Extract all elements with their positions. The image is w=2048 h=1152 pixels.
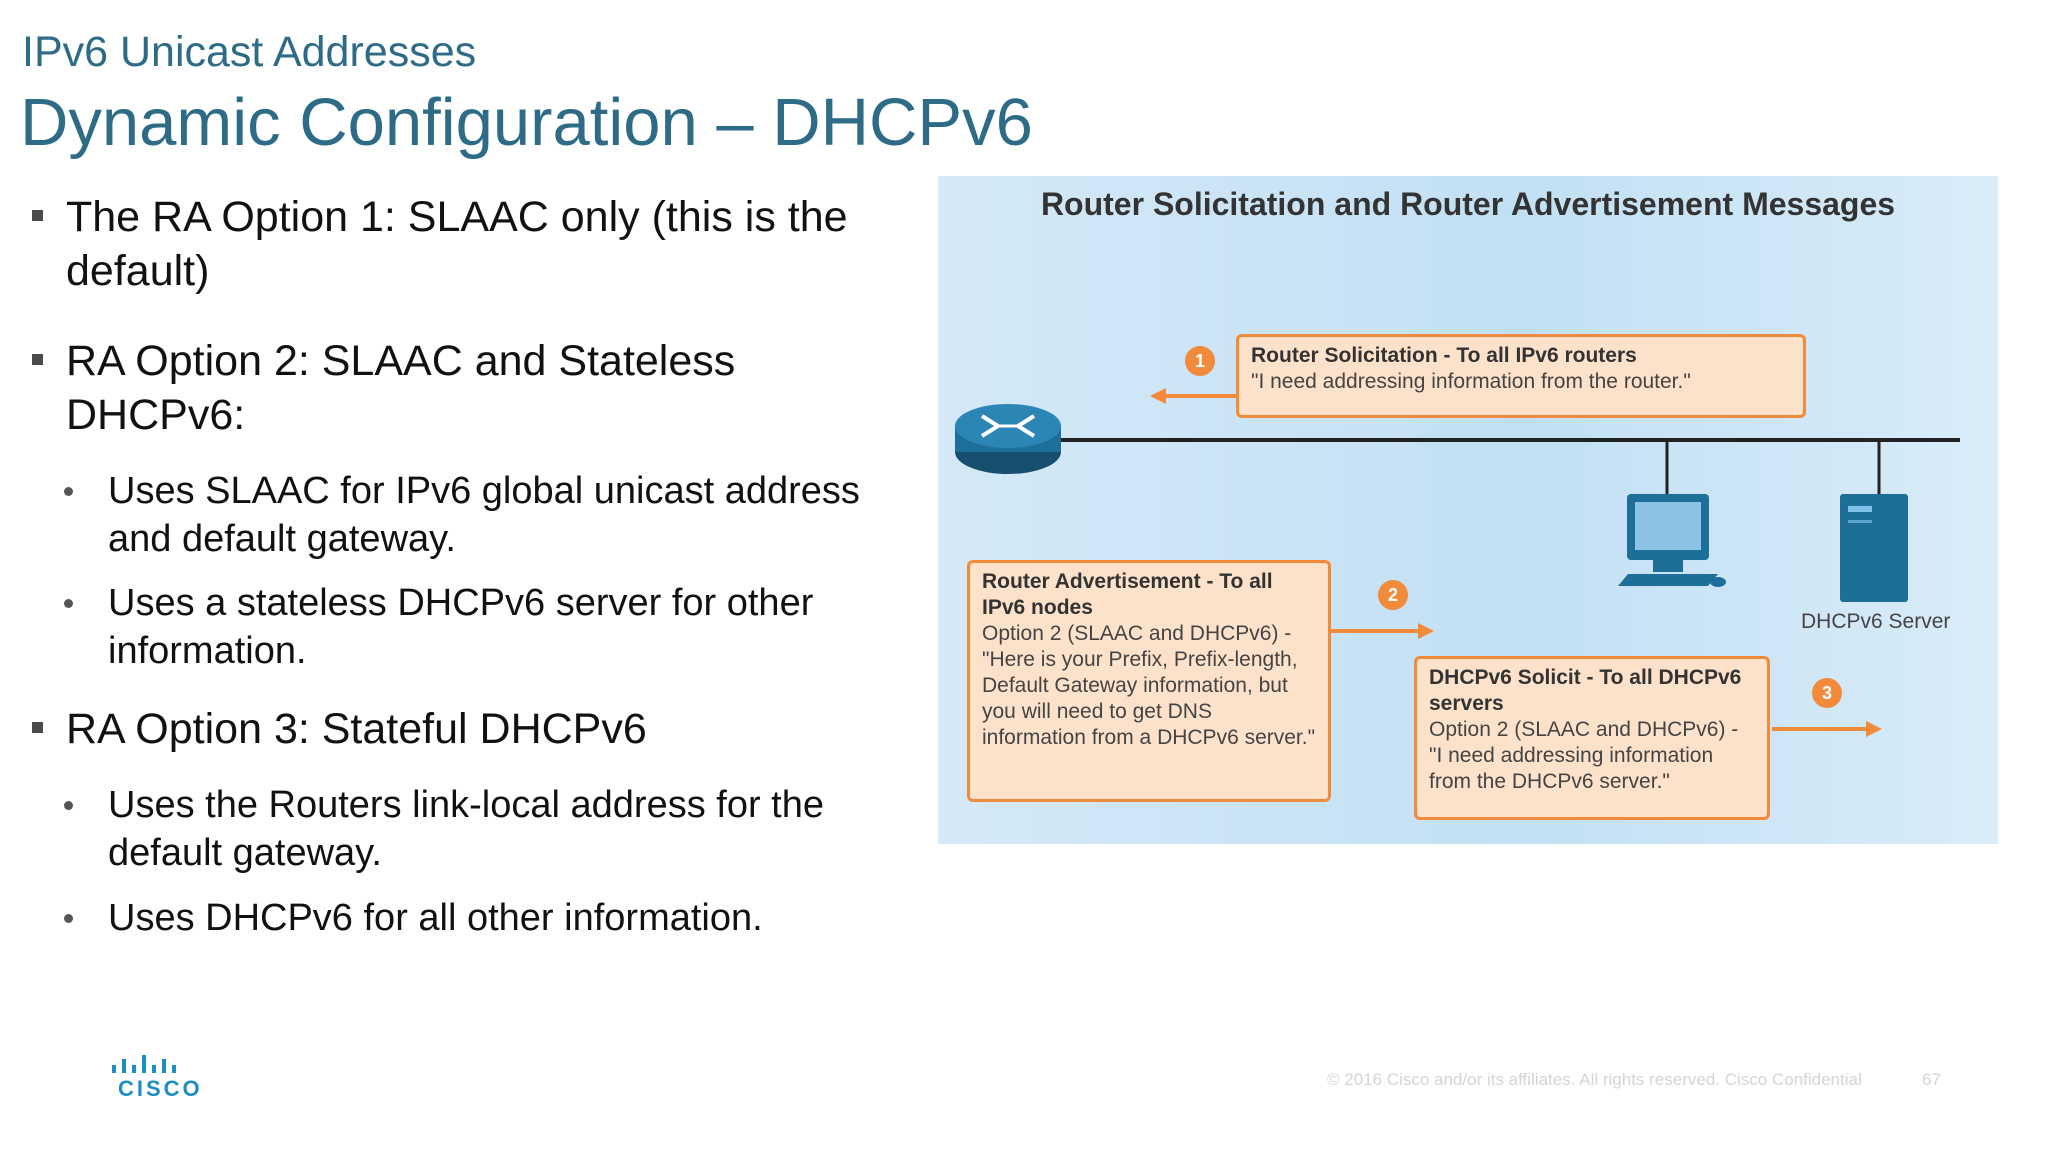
bullet-text: Uses a stateless DHCPv6 server for other information.	[108, 582, 814, 672]
bullet-text: Uses DHCPv6 for all other information.	[108, 897, 763, 939]
step-3-badge: 3	[1812, 678, 1842, 708]
arrow-3	[1772, 721, 1882, 737]
pc-icon	[1618, 494, 1726, 587]
sub-bullet-dhcpv6	[108, 894, 888, 942]
arrow-2	[1331, 623, 1434, 639]
step-2-badge: 2	[1378, 580, 1408, 610]
box-heading: DHCPv6 Solicit - To all DHCPv6 servers	[1429, 666, 1742, 715]
dhcpv6-solicit-box	[1414, 656, 1770, 820]
square-bullet-icon	[32, 722, 43, 733]
copyright-footer: © 2016 Cisco and/or its affiliates. All rights reserved. Cisco Confidential	[1327, 1070, 1862, 1089]
box-heading: Router Advertisement - To all IPv6 nodes	[982, 570, 1273, 619]
sub-bullet-link-local	[108, 781, 888, 877]
section-topic: IPv6 Unicast Addresses	[22, 28, 477, 76]
bullet-text: RA Option 3: Stateful DHCPv6	[66, 705, 647, 753]
router-icon	[955, 404, 1061, 474]
sub-bullet-slaac	[108, 467, 888, 563]
slide-title: Dynamic Configuration – DHCPv6	[20, 85, 1033, 160]
square-bullet-icon	[32, 210, 43, 221]
router-advertisement-box	[967, 560, 1331, 802]
page-number: 67	[1922, 1070, 1941, 1089]
step-1-badge: 1	[1185, 346, 1215, 376]
dot-bullet-icon	[64, 599, 73, 608]
box-body: "I need addressing information from the router."	[1251, 370, 1691, 393]
router-solicitation-box	[1236, 334, 1806, 418]
bullet-ra-option-3	[66, 702, 866, 756]
bullet-text: RA Option 2: SLAAC and Stateless DHCPv6:	[66, 337, 736, 439]
diagram-title: Router Solicitation and Router Advertisement Messages	[1040, 186, 1896, 222]
dot-bullet-icon	[64, 487, 73, 496]
arrow-1	[1150, 388, 1236, 404]
square-bullet-icon	[32, 354, 43, 365]
bullet-text: Uses the Routers link-local address for the default gateway.	[108, 784, 824, 874]
box-body: Option 2 (SLAAC and DHCPv6) - "Here is your Prefix, Prefix-length, Default Gateway information, but you will need to get DNS information from a DHCPv6 server."	[982, 622, 1316, 749]
bullet-ra-option-1	[66, 190, 866, 298]
dot-bullet-icon	[64, 801, 73, 810]
dot-bullet-icon	[64, 914, 73, 923]
bullet-text: Uses SLAAC for IPv6 global unicast address and default gateway.	[108, 470, 860, 560]
sub-bullet-stateless	[108, 579, 888, 675]
ra-diagram	[938, 176, 1998, 844]
box-heading: Router Solicitation - To all IPv6 routers	[1251, 344, 1637, 367]
bullet-ra-option-2	[66, 334, 866, 442]
box-body: Option 2 (SLAAC and DHCPv6) - "I need addressing information from the DHCPv6 server."	[1429, 718, 1739, 793]
server-icon	[1840, 494, 1908, 602]
cisco-logo-text: CISCO	[118, 1076, 203, 1101]
bullet-text: The RA Option 1: SLAAC only (this is the default)	[66, 193, 848, 295]
dhcpv6-server-label: DHCPv6 Server	[1801, 610, 1951, 633]
